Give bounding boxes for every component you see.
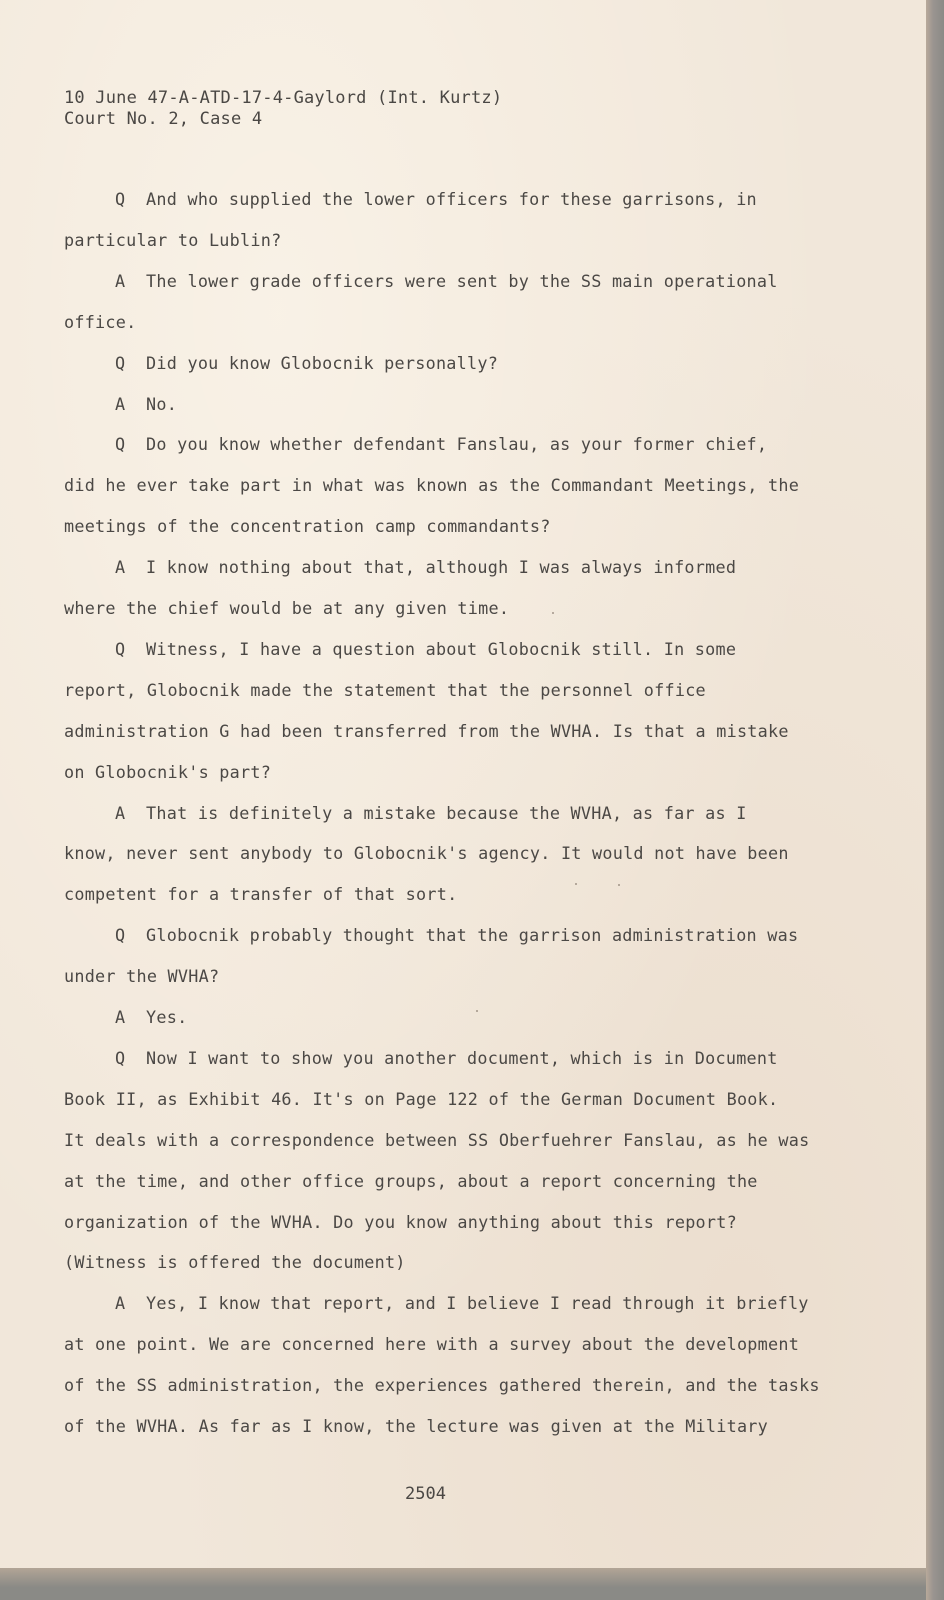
transcript-line: under the WVHA? xyxy=(64,966,220,986)
transcript-line: organization of the WVHA. Do you know anything about this report? xyxy=(64,1212,737,1232)
transcript-line: did he ever take part in what was known as the Commandant Meetings, the xyxy=(64,475,800,495)
transcript-line: Q And who supplied the lower officers for these garrisons, in xyxy=(115,189,757,209)
transcript-line: Q Globocnik probably thought that the garrison administration was xyxy=(115,925,799,945)
transcript-line: at the time, and other office groups, about a report concerning the xyxy=(64,1171,758,1191)
page-number: 2504 xyxy=(405,1484,446,1504)
transcript-line: A The lower grade officers were sent by the SS main operational xyxy=(115,271,778,291)
transcript-line: competent for a transfer of that sort. xyxy=(64,884,458,904)
paper-speck xyxy=(476,1010,478,1012)
transcript-line: (Witness is offered the document) xyxy=(64,1252,406,1272)
transcript-line: Q Now I want to show you another document, which is in Document xyxy=(115,1048,778,1068)
transcript-line: It deals with a correspondence between SS Oberfuehrer Fanslau, as he was xyxy=(64,1130,810,1150)
transcript-line: A No. xyxy=(115,394,178,414)
transcript-line: Q Do you know whether defendant Fanslau, as your former chief, xyxy=(115,434,768,454)
transcript-line: at one point. We are concerned here with a survey about the development xyxy=(64,1334,800,1354)
paper-speck xyxy=(618,884,620,886)
transcript-line: meetings of the concentration camp commandants? xyxy=(64,516,551,536)
scan-edge-right xyxy=(926,0,944,1600)
paper-speck xyxy=(575,883,577,885)
transcript-line: where the chief would be at any given time. xyxy=(64,598,510,618)
transcript-line: know, never sent anybody to Globocnik's agency. It would not have been xyxy=(64,843,789,863)
transcript-line: report, Globocnik made the statement that the personnel office xyxy=(64,680,706,700)
transcript-line: A Yes, I know that report, and I believe I read through it briefly xyxy=(115,1293,809,1313)
header-session-line: 10 June 47-A-ATD-17-4-Gaylord (Int. Kurtz) xyxy=(64,88,503,108)
transcript-line: A That is definitely a mistake because the WVHA, as far as I xyxy=(115,803,747,823)
scan-edge-bottom xyxy=(0,1568,926,1600)
transcript-line: office. xyxy=(64,312,137,332)
transcript-line: Book II, as Exhibit 46. It's on Page 122 of the German Document Book. xyxy=(64,1089,779,1109)
transcript-line: Q Witness, I have a question about Globocnik still. In some xyxy=(115,639,737,659)
transcript-line: A Yes. xyxy=(115,1007,188,1027)
transcript-line: Q Did you know Globocnik personally? xyxy=(115,353,499,373)
transcript-line: of the WVHA. As far as I know, the lecture was given at the Military xyxy=(64,1416,769,1436)
transcript-line: on Globocnik's part? xyxy=(64,762,272,782)
header-court-line: Court No. 2, Case 4 xyxy=(64,109,263,129)
paper-speck xyxy=(552,612,554,614)
transcript-line: of the SS administration, the experiences gathered therein, and the tasks xyxy=(64,1375,820,1395)
transcript-line: particular to Lublin? xyxy=(64,230,282,250)
transcript-line: administration G had been transferred from the WVHA. Is that a mistake xyxy=(64,721,789,741)
transcript-line: A I know nothing about that, although I was always informed xyxy=(115,557,737,577)
